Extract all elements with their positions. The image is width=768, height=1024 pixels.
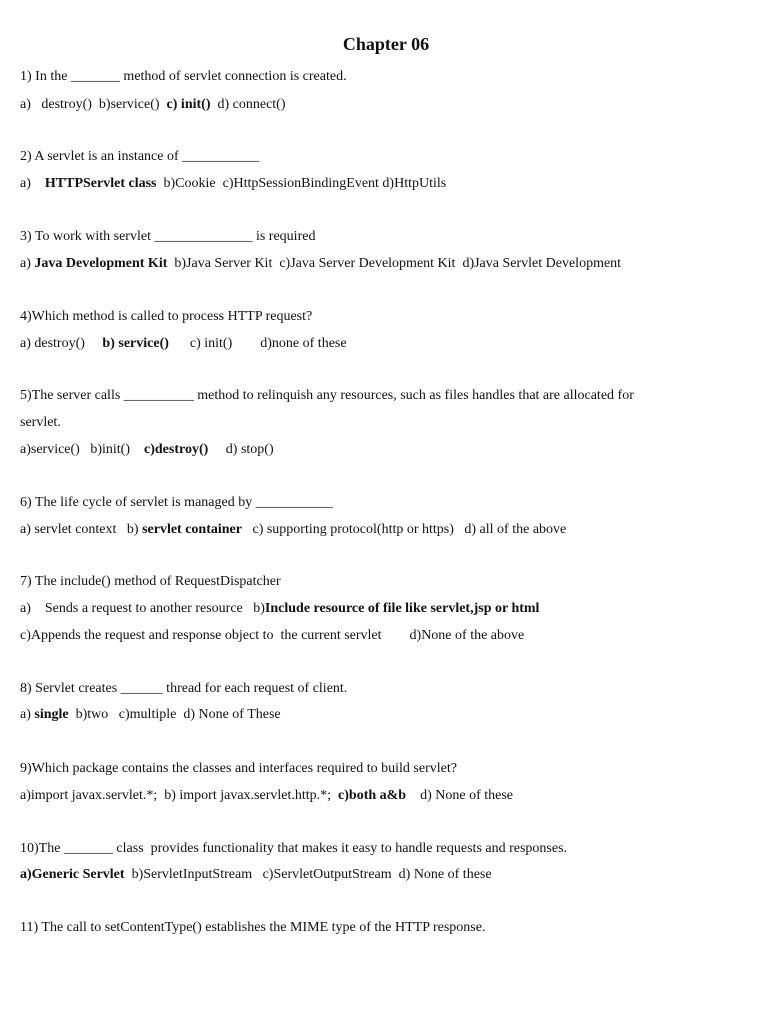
text-segment: c)Appends the request and response object to the current servlet d)None of the above	[20, 628, 525, 643]
text-segment: c) init() d)none of these	[168, 336, 347, 351]
text-segment: 2) A servlet is an instance of ___________	[20, 149, 260, 164]
text-segment: a)import javax.servlet.*; b) import javax.servlet.http.*;	[20, 788, 339, 803]
text-segment: a) destroy()	[20, 336, 103, 351]
text-line	[20, 866, 492, 884]
text-segment: d) connect()	[210, 97, 286, 112]
text-segment: 1) In the _______ method of servlet connection is created.	[20, 69, 347, 84]
text-segment: b)two c)multiple d) None of These	[68, 707, 281, 722]
correct-answer: c) init()	[166, 97, 211, 112]
text-segment: 10)The _______ class provides functionality that makes it easy to handle requests and responses.	[20, 841, 568, 856]
text-segment: servlet.	[20, 415, 61, 430]
text-line	[20, 96, 286, 114]
text-segment: 9)Which package contains the classes and interfaces required to build servlet?	[20, 761, 457, 776]
text-segment: a)	[20, 176, 45, 191]
text-segment: a)service() b)init()	[20, 442, 144, 457]
text-segment: 4)Which method is called to process HTTP request?	[20, 309, 313, 324]
text-segment: 6) The life cycle of servlet is managed by ___________	[20, 495, 333, 510]
page-title: Chapter 06	[342, 34, 430, 54]
text-segment: c) supporting protocol(http or https) d) all of the above	[241, 522, 567, 537]
text-segment: 3) To work with servlet ______________ is required	[20, 229, 316, 244]
correct-answer: c)both a&b	[338, 788, 407, 803]
text-line	[20, 308, 312, 326]
text-segment: d) stop()	[208, 442, 274, 457]
correct-answer: HTTPServlet class	[44, 176, 157, 191]
correct-answer: Java Development Kit	[34, 256, 168, 271]
correct-answer: Include resource of file like servlet,jsp or html	[264, 601, 540, 616]
text-line	[20, 573, 281, 591]
text-segment: d) None of these	[406, 788, 514, 803]
text-line	[20, 494, 333, 512]
correct-answer: single	[34, 707, 69, 722]
text-segment: a)	[20, 256, 35, 271]
text-line	[20, 228, 315, 246]
text-line	[20, 521, 566, 539]
text-line	[20, 335, 347, 353]
text-line	[20, 255, 621, 273]
correct-answer: b) service()	[102, 336, 169, 351]
text-segment: 7) The include() method of RequestDispatcher	[20, 574, 281, 589]
text-segment: b)ServletInputStream c)ServletOutputStream d) None of these	[124, 867, 492, 882]
text-segment: 8) Servlet creates ______ thread for each request of client.	[20, 681, 348, 696]
text-line	[20, 627, 524, 645]
text-segment: 5)The server calls __________ method to relinquish any resources, such as files handles that are allocated for	[20, 388, 634, 403]
text-segment: a) destroy() b)service()	[20, 97, 167, 112]
text-line	[20, 414, 61, 432]
text-segment: a) Sends a request to another resource b)	[20, 601, 265, 616]
text-segment: 11) The call to setContentType() establishes the MIME type of the HTTP response.	[20, 920, 486, 935]
text-segment: b)Cookie c)HttpSessionBindingEvent d)HttpUtils	[156, 176, 447, 191]
text-line	[20, 840, 567, 858]
text-line	[20, 680, 347, 698]
text-line	[20, 441, 274, 459]
text-line	[20, 600, 539, 618]
text-segment: a) servlet context b)	[20, 522, 143, 537]
text-line	[20, 68, 347, 86]
text-line	[20, 387, 634, 405]
text-segment: a)	[20, 707, 35, 722]
correct-answer: c)destroy()	[144, 442, 209, 457]
text-line	[20, 175, 446, 193]
text-segment: b)Java Server Kit c)Java Server Development Kit d)Java Servlet Development	[167, 256, 622, 271]
text-line	[20, 148, 259, 166]
text-line	[20, 787, 513, 805]
correct-answer: a)Generic Servlet	[20, 867, 125, 882]
text-line	[20, 706, 281, 724]
text-line	[20, 760, 457, 778]
text-line	[20, 919, 485, 937]
correct-answer: servlet container	[142, 522, 242, 537]
